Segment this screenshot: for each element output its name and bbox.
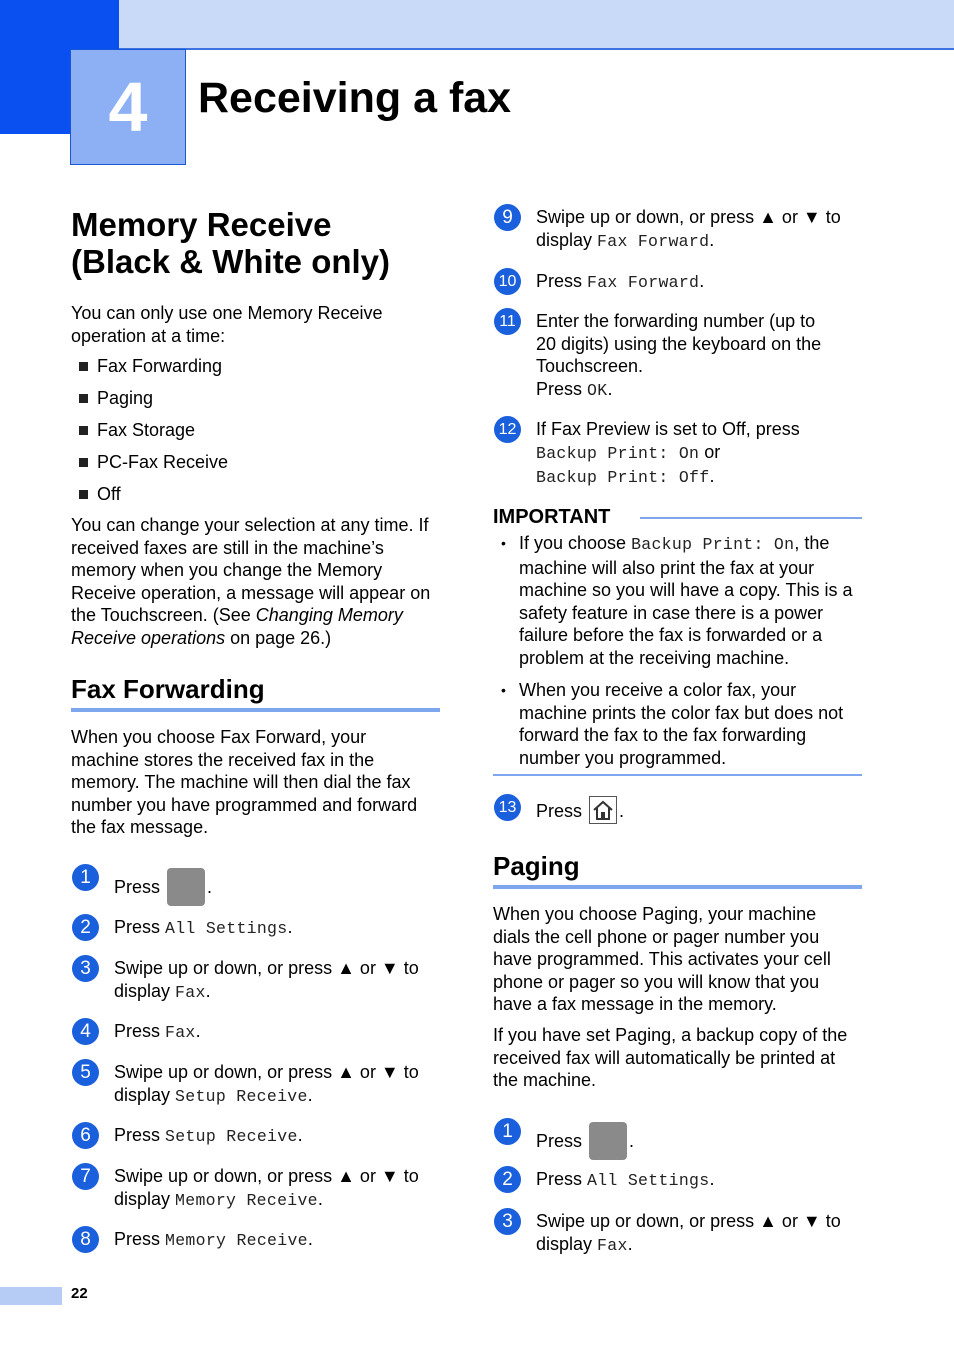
step-6: [72, 1122, 303, 1149]
step-number: 6: [72, 1122, 99, 1149]
list-item: [501, 679, 861, 769]
step-4: [72, 1018, 201, 1045]
settings-tools-icon: [589, 1122, 627, 1160]
step-text: [536, 310, 821, 402]
step-text-pre4: Press: [536, 378, 583, 399]
step-text-post: .: [317, 1188, 323, 1209]
step-text-post: .: [307, 1084, 313, 1105]
step-number: 11: [494, 308, 521, 335]
step-text-post: .: [205, 980, 211, 1001]
important-bullet-1: [519, 532, 861, 669]
step-text-pre: Press: [536, 1130, 583, 1151]
step-text: [114, 1061, 419, 1108]
menu-code: Setup Receive: [175, 1086, 308, 1106]
list-item-text: Paging: [97, 388, 154, 408]
intro-paragraph: You can only use one Memory Receive operation at a time:: [71, 303, 383, 346]
step-text-line1: If Fax Preview is set to Off, press: [536, 419, 800, 439]
step-2: [72, 914, 293, 941]
step-text: [536, 418, 800, 490]
paging-step-2: [494, 1166, 715, 1193]
square-bullet-icon: [79, 394, 88, 403]
important-list: [501, 532, 861, 769]
menu-code: Fax: [175, 982, 206, 1002]
step-3: [72, 955, 419, 1002]
step-number: 3: [72, 955, 99, 982]
step-number: 1: [494, 1118, 521, 1145]
menu-code: All Settings: [587, 1171, 710, 1190]
heading-rule: [71, 708, 440, 712]
bullet-text: , the machine will also print the fax at your machine so you will have a copy. This is a safety feature in case there is a power failure before the fax is forwarded or a problem at the receiving machine.: [519, 533, 853, 668]
menu-code: Fax: [165, 1023, 196, 1042]
step-5: [72, 1059, 419, 1106]
footer-tab: [0, 1287, 62, 1305]
step-text-post: .: [607, 378, 613, 399]
square-bullet-icon: [79, 458, 88, 467]
heading-rule: [493, 885, 862, 889]
step-text-post: .: [287, 917, 293, 937]
step-text-post: .: [619, 800, 625, 821]
square-bullet-icon: [79, 426, 88, 435]
paging-paragraph-1: When you choose Paging, your machine dials the cell phone or pager number you have programmed. This activates your cell phone or pager so you will know that you have a fax message in the memory.: [493, 904, 831, 1014]
menu-code: Backup Print: On: [631, 535, 795, 554]
step-text: [114, 1165, 419, 1212]
important-bottom-rule: [493, 774, 862, 776]
step-text-pre2: display: [114, 1084, 171, 1105]
list-item: [79, 484, 228, 516]
step-number: 7: [72, 1163, 99, 1190]
step-text-pre: Press: [114, 876, 161, 897]
step-text-pre: Press: [114, 1125, 161, 1145]
bullet-text: If you choose: [519, 533, 632, 553]
chapter-number-box: [70, 49, 186, 165]
menu-code: Backup Print: On: [536, 443, 700, 463]
step-11: [494, 308, 822, 400]
menu-code: Memory Receive: [175, 1190, 318, 1210]
step-text-pre2: display: [536, 229, 593, 250]
list-item: [79, 356, 228, 388]
step-number: 2: [494, 1166, 521, 1193]
step-number: 5: [72, 1059, 99, 1086]
step-13: [494, 794, 625, 821]
menu-code: Fax: [597, 1235, 628, 1255]
step-number: 3: [494, 1208, 521, 1235]
list-item: [79, 452, 228, 484]
important-top-rule: [640, 517, 862, 519]
change-text-end: on page 26.): [225, 627, 332, 648]
step-text-pre: Press: [114, 1229, 161, 1249]
step-text-pre: Swipe up or down, or press ▲ or ▼ to: [114, 1166, 419, 1186]
list-item-text: Fax Forwarding: [97, 356, 223, 376]
step-text-pre: Swipe up or down, or press ▲ or ▼ to: [114, 1062, 419, 1082]
step-text-post: .: [627, 1233, 633, 1254]
step-text-pre: Press: [114, 1021, 161, 1041]
bullet-dot-icon: •: [501, 682, 506, 698]
step-number: 4: [72, 1018, 99, 1045]
step-number: 8: [72, 1226, 99, 1253]
step-text-pre: Swipe up or down, or press ▲ or ▼ to: [536, 1211, 841, 1231]
step-text-post: .: [195, 1021, 201, 1041]
step-number: 12: [494, 416, 521, 443]
paging-step-1: [494, 1118, 635, 1151]
step-number: 13: [494, 794, 521, 821]
step-number: 2: [72, 914, 99, 941]
step-text-pre: Press: [536, 1169, 583, 1189]
menu-code: Setup Receive: [165, 1127, 298, 1146]
step-text-line1: Swipe up or down, or press ▲ or ▼ to: [536, 207, 841, 227]
step-text: [114, 916, 292, 941]
step-7: [72, 1163, 419, 1210]
step-text-line3: Touchscreen.: [536, 356, 644, 376]
paging-step-3: [494, 1208, 841, 1255]
change-text: You can change your selection at any time. If received faxes are still in the machine’s memory when you change the Memory Receive operation, a message will appear on the Touchscreen. (See: [71, 515, 431, 625]
change-paragraph: [71, 514, 441, 649]
fax-forwarding-heading: Fax Forwarding: [71, 674, 265, 704]
menu-code: Fax Forward: [597, 231, 710, 251]
menu-code: Backup Print: Off: [536, 468, 710, 487]
step-text-pre: Press: [536, 271, 583, 291]
step-text: [536, 1210, 841, 1257]
step-text-line1: Enter the forwarding number (up to: [536, 311, 816, 331]
step-text-post: .: [629, 1130, 635, 1151]
step-text: [114, 869, 212, 907]
list-item-text: Fax Storage: [97, 420, 196, 440]
step-1: [72, 864, 213, 897]
paging-heading: Paging: [493, 851, 580, 881]
settings-tools-icon: [167, 868, 205, 906]
step-text-mid: or: [699, 441, 721, 462]
menu-code: OK: [587, 380, 608, 400]
chapter-title: Receiving a fax: [198, 74, 512, 122]
options-list: [79, 356, 228, 516]
square-bullet-icon: [79, 490, 88, 499]
header-band: [119, 0, 954, 50]
section-title-line2: (Black & White only): [71, 243, 391, 280]
menu-code: Memory Receive: [165, 1231, 308, 1250]
list-item: [501, 532, 861, 669]
list-item: [79, 420, 228, 452]
step-9: [494, 204, 841, 251]
home-icon: [589, 796, 617, 824]
list-item: [79, 388, 228, 420]
step-text-post: .: [297, 1125, 303, 1145]
fax-forwarding-paragraph: When you choose Fax Forward, your machine stores the received fax in the memory. The machine will then dial the fax number you have programmed and forward the fax message.: [71, 727, 418, 837]
step-text: [114, 1020, 201, 1045]
step-text: [114, 1228, 313, 1253]
step-text-post: .: [307, 1229, 313, 1249]
step-text-post: .: [709, 466, 715, 486]
step-10: [494, 268, 705, 295]
step-text: [536, 1168, 714, 1193]
important-bullet-2: When you receive a color fax, your machine prints the color fax but does not forward the fax to the fax forwarding number you programmed.: [519, 680, 844, 768]
bullet-dot-icon: •: [501, 535, 506, 551]
step-text-pre: Press: [114, 917, 161, 937]
step-text-post: .: [709, 229, 715, 250]
list-item-text: Off: [97, 484, 121, 504]
list-item-text: PC-Fax Receive: [97, 452, 229, 472]
step-text-post: .: [699, 271, 705, 291]
step-text-post: .: [207, 876, 213, 897]
important-label: IMPORTANT: [493, 506, 611, 528]
step-text-pre: Press: [536, 800, 583, 821]
section-title: [71, 206, 390, 280]
page-number: 22: [71, 1285, 88, 1302]
section-title-line1: Memory Receive: [71, 206, 332, 243]
step-text: [536, 1123, 634, 1161]
chapter-number: 4: [108, 68, 148, 146]
step-number: 9: [494, 204, 521, 231]
menu-code: Fax Forward: [587, 273, 700, 292]
paging-paragraph-2: If you have set Paging, a backup copy of the received fax will automatically be printed at the machine.: [493, 1025, 848, 1090]
step-number: 10: [494, 268, 521, 295]
step-text: [114, 1124, 303, 1149]
step-text: [536, 206, 841, 253]
step-number: 1: [72, 864, 99, 891]
step-text: [536, 798, 624, 826]
step-text-post: .: [709, 1169, 715, 1189]
step-text-pre2: display: [114, 1188, 171, 1209]
step-8: [72, 1226, 313, 1253]
step-text-line2: 20 digits) using the keyboard on the: [536, 333, 822, 354]
step-text-pre2: display: [536, 1233, 593, 1254]
step-text: [114, 957, 419, 1004]
square-bullet-icon: [79, 362, 88, 371]
step-12: [494, 416, 800, 487]
step-text: [536, 270, 704, 295]
step-text-pre2: display: [114, 980, 171, 1001]
menu-code: All Settings: [165, 919, 288, 938]
cross-reference-link[interactable]: Changing Memory Receive operations: [71, 605, 403, 648]
step-text-pre: Swipe up or down, or press ▲ or ▼ to: [114, 958, 419, 978]
